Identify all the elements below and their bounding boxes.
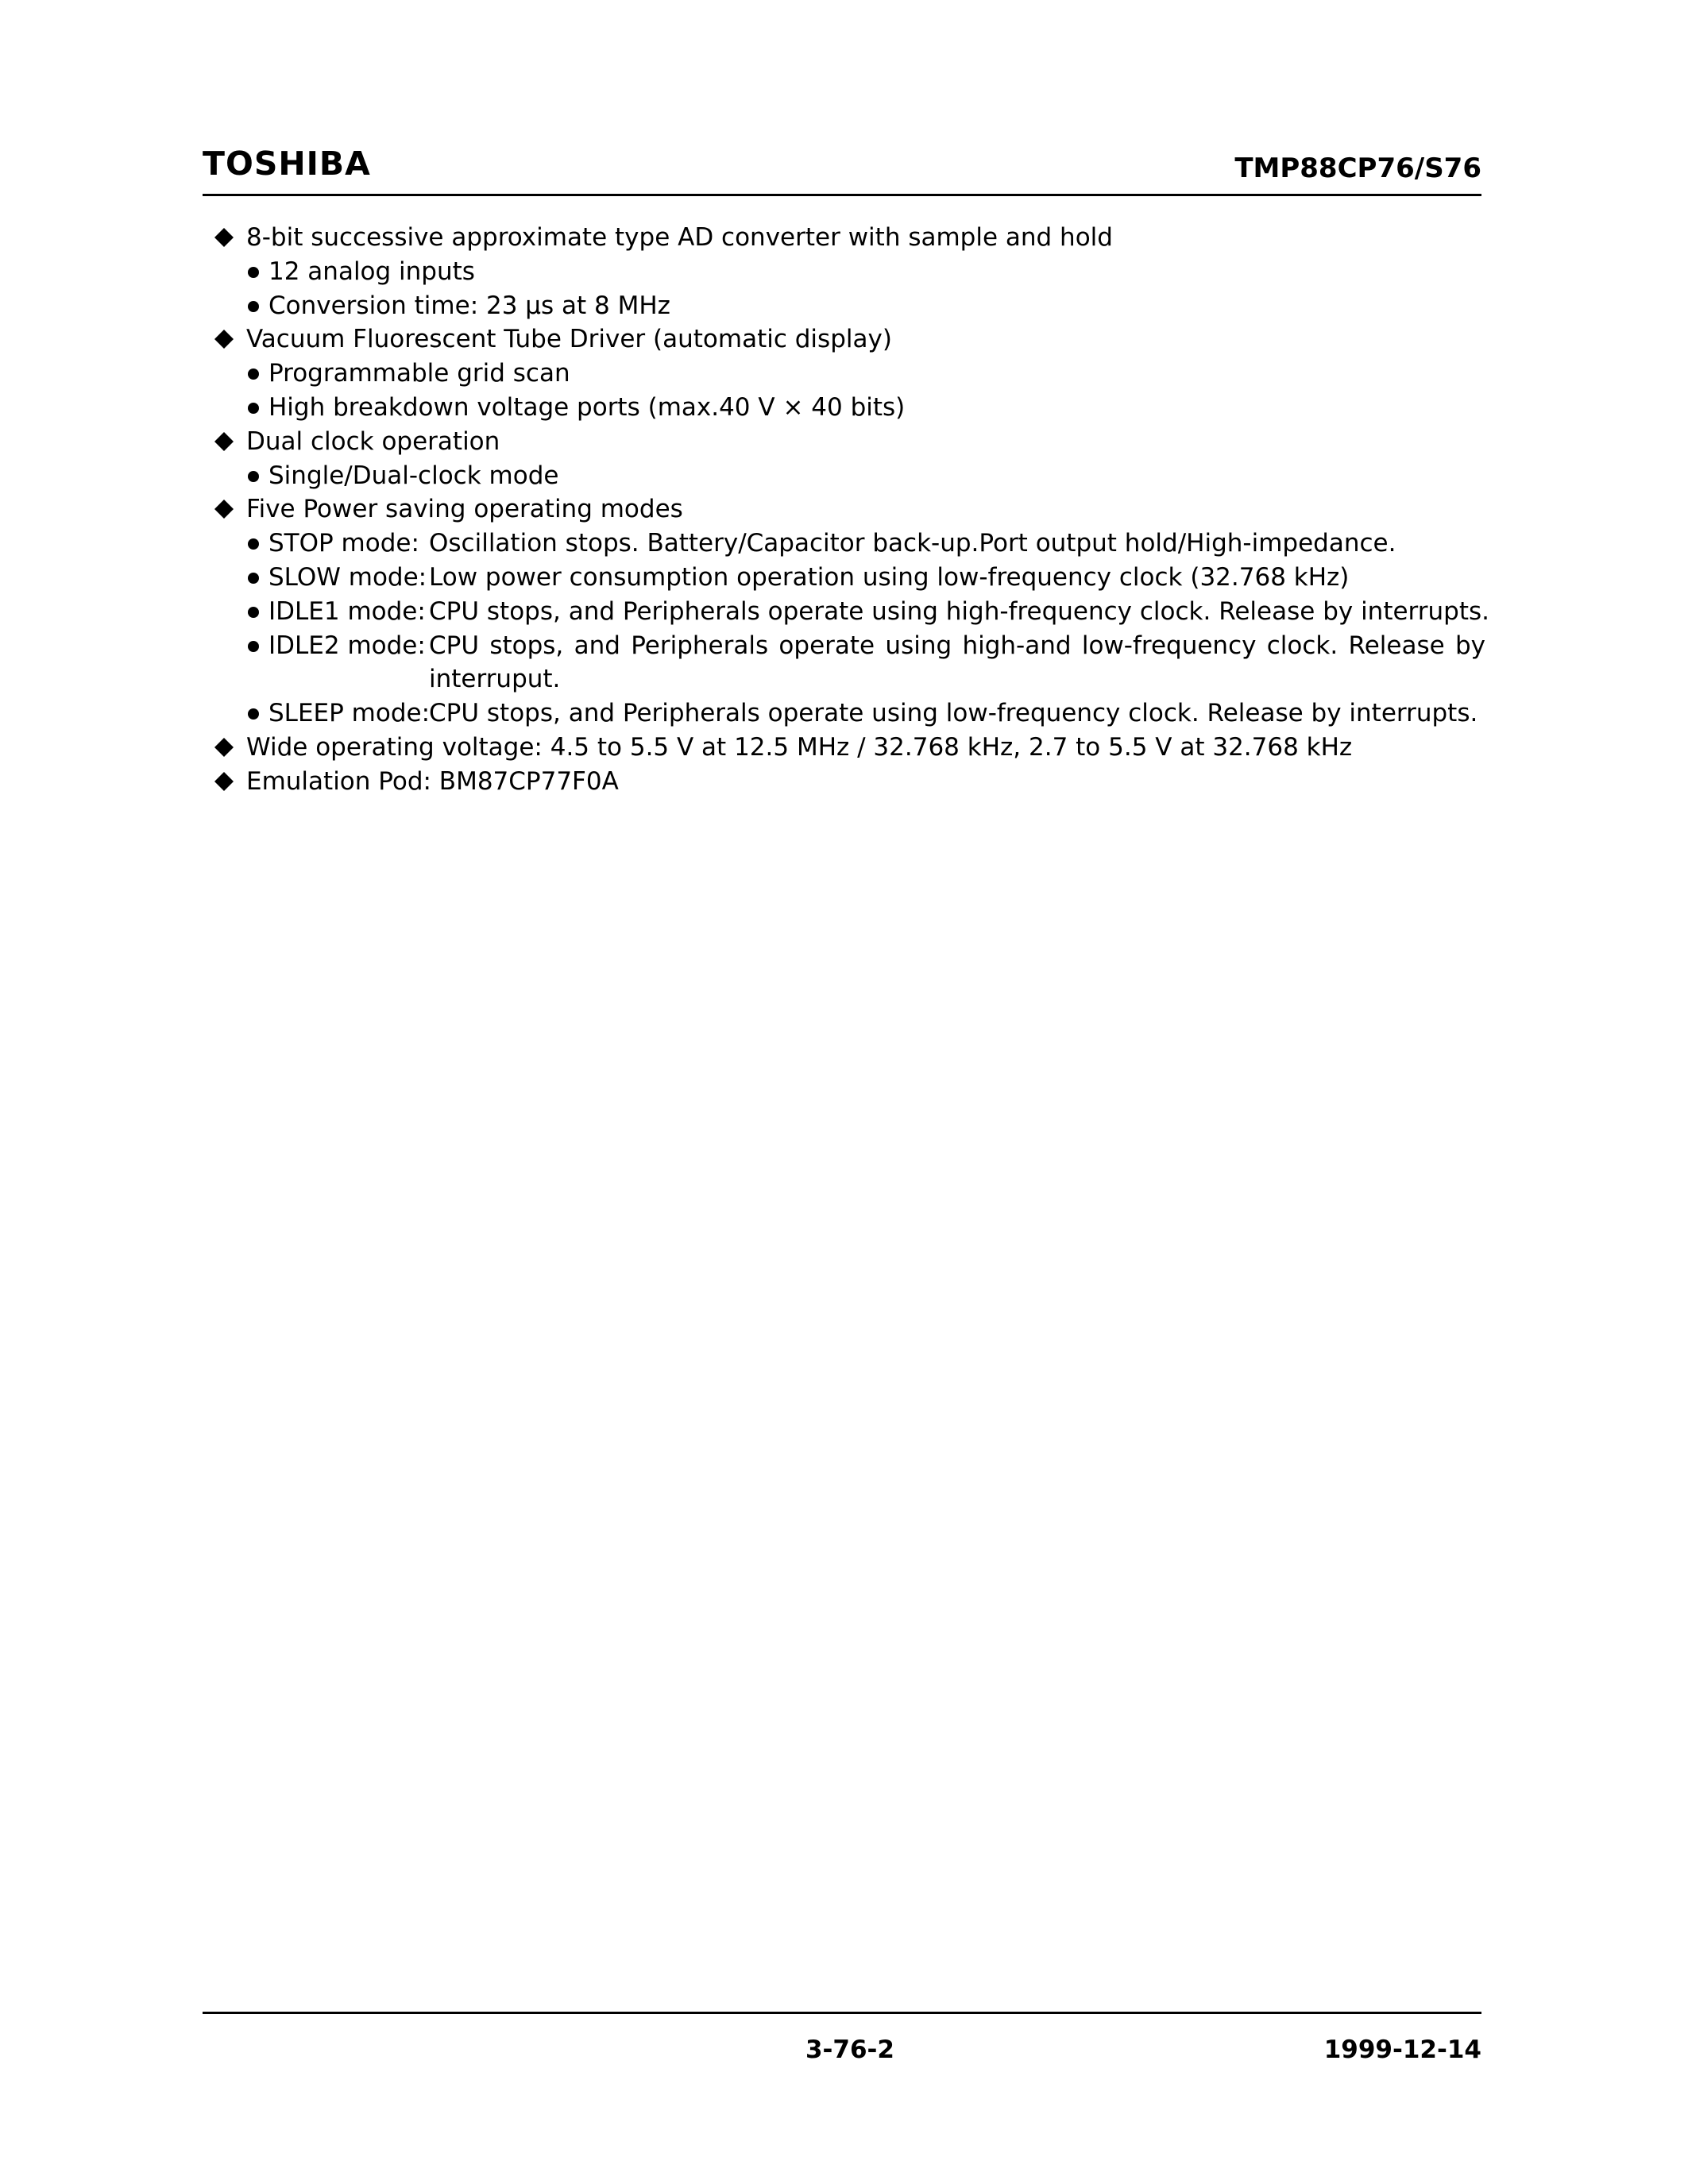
feature-item <box>214 425 1485 459</box>
mode-description: CPU stops, and Peripherals operate using high-frequency clock. Release by interrupts. <box>429 596 1489 626</box>
diamond-bullet-icon <box>214 330 234 349</box>
page-header <box>203 143 1481 196</box>
feature-text: 8-bit successive approximate type AD converter with sample and hold <box>246 223 1113 252</box>
mode-item-stop <box>214 527 1485 561</box>
dot-bullet-icon <box>248 471 259 482</box>
sub-item <box>214 255 1485 289</box>
dot-bullet-icon <box>248 708 259 720</box>
dot-bullet-icon <box>248 267 259 278</box>
sub-item-text: Programmable grid scan <box>268 359 570 388</box>
feature-text: Emulation Pod: BM87CP77F0A <box>246 766 619 796</box>
feature-item <box>214 731 1485 765</box>
sub-item-text: High breakdown voltage ports (max.40 V × 40 bits) <box>268 392 906 422</box>
sub-item <box>214 459 1485 493</box>
mode-item-slow <box>214 561 1485 595</box>
mode-item-sleep <box>214 696 1485 731</box>
sub-item <box>214 391 1485 425</box>
mode-description-cont-text: interruput. <box>429 665 561 694</box>
mode-description: CPU stops, and Peripherals operate using low-frequency clock. Release by interrupts. <box>429 699 1478 728</box>
part-number: TMP88CP76/S76 <box>1234 152 1481 184</box>
dot-bullet-icon <box>248 573 259 584</box>
feature-item <box>214 322 1485 357</box>
diamond-bullet-icon <box>214 228 234 247</box>
toshiba-logo: TOSHIBA <box>203 145 371 183</box>
feature-text: Dual clock operation <box>246 426 500 456</box>
feature-item <box>214 221 1485 255</box>
feature-list <box>214 221 1489 799</box>
mode-item-idle2 <box>214 629 1485 663</box>
feature-text: Vacuum Fluorescent Tube Driver (automatic display) <box>246 325 892 354</box>
dot-bullet-icon <box>248 641 259 652</box>
mode-description: CPU stops, and Peripherals operate using high-and low-frequency clock. Release by <box>429 631 1485 660</box>
mode-description: Oscillation stops. Battery/Capacitor back-up.Port output hold/High-impedance. <box>429 529 1396 558</box>
dot-bullet-icon <box>248 403 259 414</box>
dot-bullet-icon <box>248 607 259 618</box>
sub-item <box>214 289 1485 323</box>
diamond-bullet-icon <box>214 432 234 451</box>
sub-item-text: Single/Dual-clock mode <box>268 461 559 490</box>
mode-label: IDLE1 mode: <box>268 596 426 626</box>
sub-item-text: Conversion time: 23 µs at 8 MHz <box>268 291 670 320</box>
mode-item-idle1 <box>214 595 1489 629</box>
mode-label: SLEEP mode: <box>268 699 431 728</box>
mode-label: IDLE2 mode: <box>268 631 426 660</box>
feature-text: Five Power saving operating modes <box>246 495 683 524</box>
feature-item <box>214 765 1485 799</box>
mode-description: Low power consumption operation using low-frequency clock (32.768 kHz) <box>429 562 1350 592</box>
sub-item <box>214 357 1485 391</box>
document-date: 1999-12-14 <box>1323 2035 1481 2064</box>
mode-label: SLOW mode: <box>268 562 427 592</box>
dot-bullet-icon <box>248 538 259 550</box>
feature-item <box>214 492 1485 527</box>
diamond-bullet-icon <box>214 500 234 519</box>
sub-item-text: 12 analog inputs <box>268 257 475 286</box>
dot-bullet-icon <box>248 301 259 312</box>
feature-text: Wide operating voltage: 4.5 to 5.5 V at 12.5 MHz / 32.768 kHz, 2.7 to 5.5 V at 32.768 kHz <box>246 732 1353 762</box>
mode-description-continuation <box>214 662 1485 696</box>
diamond-bullet-icon <box>214 738 234 757</box>
footer-divider <box>203 2012 1481 2014</box>
diamond-bullet-icon <box>214 772 234 791</box>
page-number: 3-76-2 <box>805 2035 894 2064</box>
mode-label: STOP mode: <box>268 529 419 558</box>
dot-bullet-icon <box>248 369 259 380</box>
